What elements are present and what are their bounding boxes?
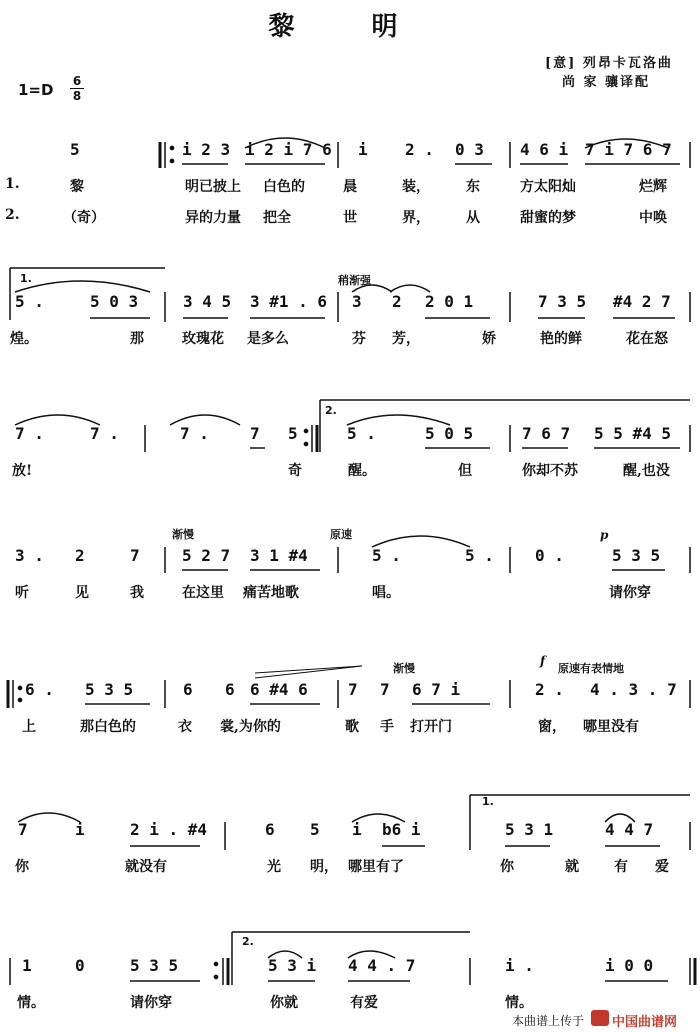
lyric-verse1: 裳,为你的 xyxy=(220,719,281,735)
lyric-verse1: 你却不苏 xyxy=(522,463,578,479)
note-group: i 2 i 7 6 xyxy=(245,140,332,159)
note-group: 7 xyxy=(18,820,28,839)
key-signature: 1=D xyxy=(18,81,54,99)
note-group: 5 xyxy=(70,140,80,159)
lyric-verse1: 放! xyxy=(12,463,33,479)
lyric-verse1: 唱。 xyxy=(372,585,400,601)
note-group: 4 . 3 . 7 xyxy=(590,680,677,699)
arranger-credit: 尚 家 骧译配 xyxy=(562,75,651,90)
lyric-verse1: 情。 xyxy=(17,995,45,1011)
note-group: 7 xyxy=(130,546,140,565)
page-title: 黎 明 xyxy=(268,12,432,42)
lyric-verse1: 明， xyxy=(310,859,338,875)
note-group: i xyxy=(75,820,85,839)
note-group: 5 3 i xyxy=(268,956,317,975)
note-group: i 0 0 xyxy=(605,956,654,975)
lyric-verse1: 衣 xyxy=(178,719,192,735)
lyric-verse1: 晨 xyxy=(343,179,357,195)
note-group: 3 . xyxy=(15,546,44,565)
note-group: 1 xyxy=(22,956,32,975)
note-group: 3 1 #4 xyxy=(250,546,308,565)
note-group: 0 xyxy=(75,956,85,975)
footer-site-link[interactable]: 中国曲谱网 xyxy=(612,1015,678,1030)
volta-first-row6: 1. xyxy=(482,795,494,808)
lyric-verse1: 请你穿 xyxy=(130,995,172,1011)
tempo-mark: 原速有表情地 xyxy=(558,662,624,675)
note-group: 7 . xyxy=(15,424,44,443)
tempo-mark: 稍渐强 xyxy=(338,274,371,287)
lyric-verse1: 奇 xyxy=(288,463,302,479)
lyric-verse1: 痛苦地歌 xyxy=(243,585,299,601)
lyric-verse2: 世 xyxy=(343,210,357,226)
lyric-verse1: 请你穿 xyxy=(609,585,651,601)
time-signature-top: 6 xyxy=(72,74,82,88)
lyric-verse1: 打开门 xyxy=(410,719,452,735)
tempo-mark: 渐慢 xyxy=(393,662,415,675)
note-group: 5 3 5 xyxy=(612,546,661,565)
lyric-verse1: 那 xyxy=(130,331,144,347)
note-group: 0 3 xyxy=(455,140,484,159)
note-group: b6 i xyxy=(382,820,421,839)
lyric-verse2: 甜蜜的梦 xyxy=(520,210,576,226)
note-group: 7 3 5 xyxy=(538,292,587,311)
note-group: 5 . xyxy=(347,424,376,443)
lyric-verse1: 手 xyxy=(380,719,394,735)
lyric-verse1: 你 xyxy=(500,859,514,875)
lyric-verse2: 从 xyxy=(466,210,480,226)
note-group: 2 . xyxy=(535,680,564,699)
note-group: 5 . xyxy=(15,292,44,311)
note-group: 2 0 1 xyxy=(425,292,474,311)
lyric-verse2: 界， xyxy=(402,210,430,226)
lyric-verse1: 艳的鲜 xyxy=(540,331,582,347)
lyric-verse1: 你就 xyxy=(270,995,298,1011)
lyric-verse1: 我 xyxy=(130,585,144,601)
note-group: #4 2 7 xyxy=(613,292,671,311)
note-group: 3 xyxy=(352,292,362,311)
lyric-verse1: 爱 xyxy=(655,859,669,875)
lyric-verse1: 歌 xyxy=(345,719,359,735)
site-logo-icon xyxy=(591,1010,609,1026)
dynamic-piano: p xyxy=(600,528,609,542)
lyric-verse1: 上 xyxy=(22,719,36,735)
note-group: 5 . xyxy=(372,546,401,565)
lyric-verse1: 芳， xyxy=(392,331,420,347)
lyric-verse1: 白色的 xyxy=(263,179,305,195)
lyric-verse1: 娇 xyxy=(482,331,496,347)
lyric-verse1: 光 xyxy=(267,859,281,875)
lyric-verse1: 哪里没有 xyxy=(583,719,639,735)
note-group: 5 xyxy=(310,820,320,839)
lyric-verse1: 窗， xyxy=(538,719,566,735)
composer-credit: [意] 列昂卡瓦洛曲 xyxy=(545,56,673,71)
note-group: 7 xyxy=(380,680,390,699)
tempo-mark: 原速 xyxy=(330,528,352,541)
lyric-verse1: 烂辉 xyxy=(639,179,667,195)
lyric-verse1: 煌。 xyxy=(10,331,38,347)
dynamic-forte: f xyxy=(540,654,546,668)
note-group: 6 xyxy=(225,680,235,699)
volta-second-row3: 2. xyxy=(325,404,337,417)
note-group: 6 xyxy=(265,820,275,839)
note-group: 3 #1 . 6 xyxy=(250,292,328,311)
lyric-verse2: 把全 xyxy=(263,210,291,226)
volta-first-row2: 1. xyxy=(20,272,32,285)
lyric-verse1: 就没有 xyxy=(125,859,167,875)
note-group: 4 6 i xyxy=(520,140,569,159)
note-group: 3 4 5 xyxy=(183,292,232,311)
lyric-verse1: 情。 xyxy=(505,995,533,1011)
note-group: 5 0 3 xyxy=(90,292,139,311)
note-group: 7 xyxy=(250,424,260,443)
note-group: 5 3 5 xyxy=(130,956,179,975)
lyric-verse1: 有 xyxy=(614,859,628,875)
lyric-verse1: 那白色的 xyxy=(80,719,136,735)
note-group: 4 4 . 7 xyxy=(348,956,416,975)
note-group: i 2 3 xyxy=(182,140,231,159)
note-group: 6 . xyxy=(25,680,54,699)
note-group: 5 5 #4 5 xyxy=(594,424,672,443)
tempo-mark: 渐慢 xyxy=(172,528,194,541)
lyric-verse1: 在这里 xyxy=(182,585,224,601)
lyric-verse1: 是多么 xyxy=(247,331,289,347)
lyric-verse1: 玫瑰花 xyxy=(182,331,224,347)
lyric-verse1: 你 xyxy=(15,859,29,875)
footer-uploaded-text: 本曲谱上传于 xyxy=(512,1014,585,1028)
lyric-verse1: 但 xyxy=(458,463,472,479)
lyric-verse1: 醒。 xyxy=(348,463,376,479)
note-group: 6 xyxy=(183,680,193,699)
lyric-verse1: 哪里有了 xyxy=(348,859,404,875)
note-group: 5 0 5 xyxy=(425,424,474,443)
lyric-verse2: 2. xyxy=(5,207,20,223)
note-group: 6 7 i xyxy=(412,680,461,699)
lyric-verse1: 醒,也没 xyxy=(623,463,670,479)
note-group: 5 xyxy=(288,424,298,443)
lyric-verse2: 中唤 xyxy=(639,210,667,226)
note-group: 7 . xyxy=(90,424,119,443)
note-group: 2 xyxy=(75,546,85,565)
note-group: 2 i . #4 xyxy=(130,820,208,839)
note-group: 5 2 7 xyxy=(182,546,231,565)
time-signature-bottom: 8 xyxy=(72,89,82,103)
note-group: 6 #4 6 xyxy=(250,680,308,699)
note-group: 2 xyxy=(392,292,402,311)
note-group: i . xyxy=(505,956,534,975)
lyric-verse1: 方太阳灿 xyxy=(520,179,576,195)
note-group: 7 i 7 6 7 xyxy=(585,140,672,159)
note-group: 5 . xyxy=(465,546,494,565)
lyric-verse1: 黎 xyxy=(70,179,84,195)
lyric-verse1: 就 xyxy=(565,859,579,875)
lyric-verse1: 明已披上 xyxy=(185,179,241,195)
lyric-verse1: 装， xyxy=(402,179,430,195)
lyric-verse2: 异的力量 xyxy=(185,210,241,226)
note-group: 7 xyxy=(348,680,358,699)
volta-second-row7: 2. xyxy=(242,935,254,948)
lyric-verse1: 东 xyxy=(466,179,480,195)
note-group: 5 3 1 xyxy=(505,820,554,839)
note-group: i xyxy=(352,820,362,839)
note-group: 5 3 5 xyxy=(85,680,134,699)
note-group: 4 4 7 xyxy=(605,820,654,839)
note-group: 7 6 7 xyxy=(522,424,571,443)
lyric-verse1: 1. xyxy=(5,176,20,192)
note-group: 0 . xyxy=(535,546,564,565)
note-group: 7 . xyxy=(180,424,209,443)
lyric-verse2: （奇） xyxy=(63,210,105,226)
note-group: i xyxy=(358,140,368,159)
lyric-verse1: 花在怒 xyxy=(626,331,668,347)
lyric-verse1: 有爱 xyxy=(350,995,378,1011)
lyric-verse1: 芬 xyxy=(352,331,366,347)
note-group: 2 . xyxy=(405,140,434,159)
lyric-verse1: 见 xyxy=(75,585,89,601)
lyric-verse1: 听 xyxy=(15,585,29,601)
